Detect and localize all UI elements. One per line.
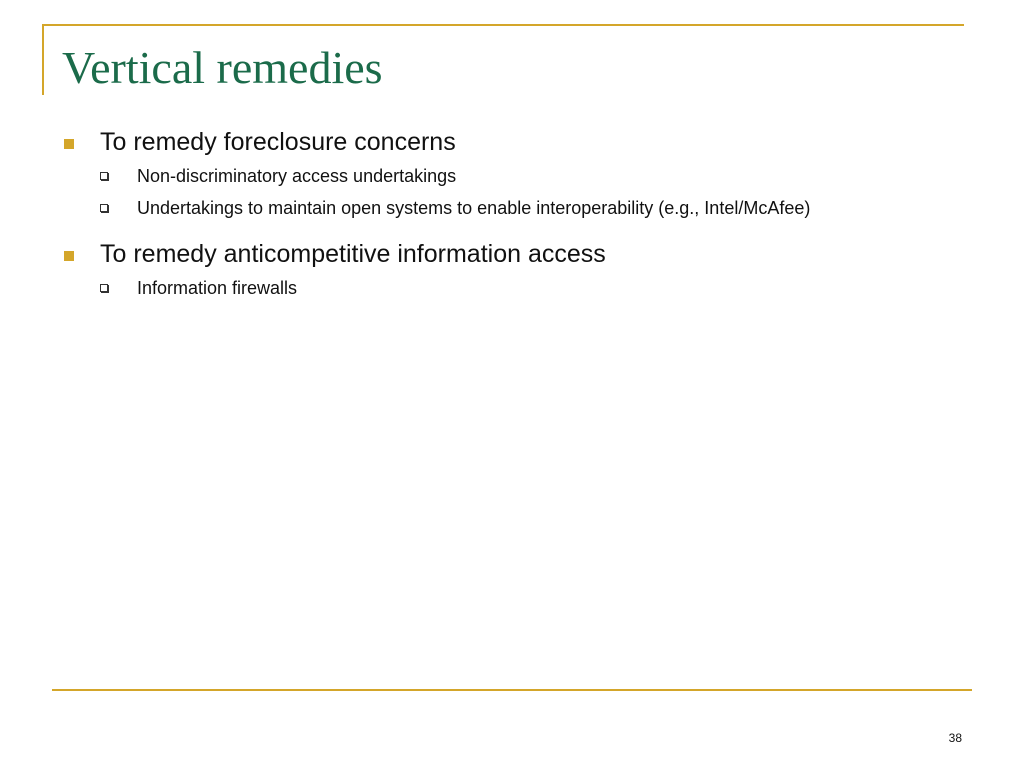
bullet-level1-text: To remedy anticompetitive information access	[100, 240, 606, 268]
bullet-level1-text: To remedy foreclosure concerns	[100, 128, 456, 156]
bullet-level1	[58, 126, 918, 158]
bullet-level1	[58, 238, 918, 270]
footer-rule	[52, 689, 972, 691]
sub-bullet-list	[58, 274, 918, 302]
bullet-level2-text: Undertakings to maintain open systems to enable interoperability (e.g., Intel/McAfee)	[137, 198, 811, 218]
bullet-level2	[58, 162, 857, 190]
bullet-level2-text: Non-discriminatory access undertakings	[137, 166, 457, 186]
hollow-square-bullet-icon	[100, 284, 108, 292]
square-bullet-icon	[64, 251, 74, 261]
hollow-square-bullet-icon	[100, 172, 108, 180]
sub-bullet-list	[58, 162, 918, 222]
slide-title: Vertical remedies	[62, 42, 383, 93]
bullet-level2-text: Information firewalls	[137, 278, 298, 298]
slide-content	[58, 126, 918, 318]
page-number: 38	[948, 731, 962, 745]
bullet-level2	[58, 274, 857, 302]
square-bullet-icon	[64, 139, 74, 149]
title-frame-top-rule	[42, 24, 964, 26]
title-frame-left-rule	[42, 25, 44, 95]
bullet-level2	[58, 194, 857, 222]
hollow-square-bullet-icon	[100, 204, 108, 212]
